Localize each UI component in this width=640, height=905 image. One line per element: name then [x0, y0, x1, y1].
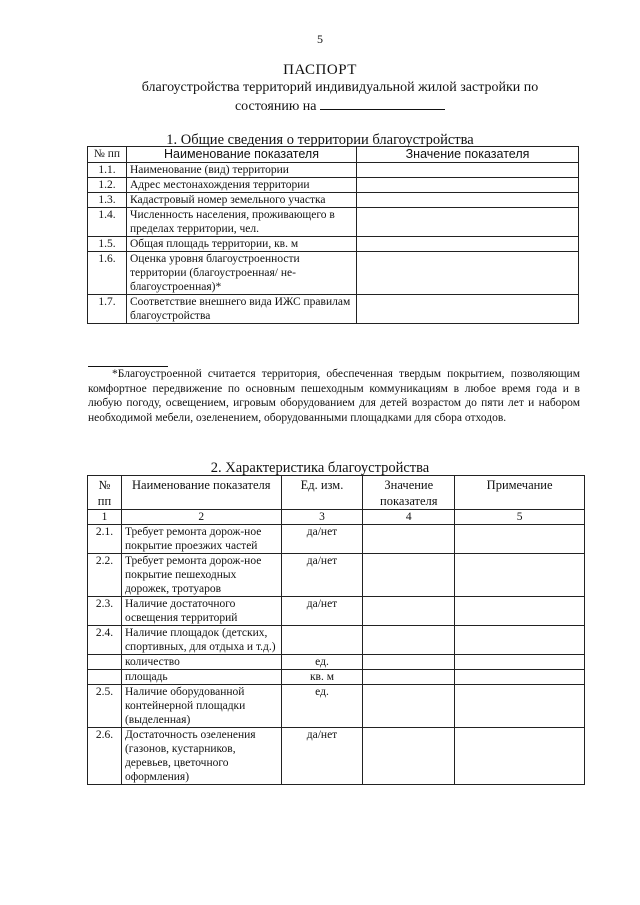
table-row [88, 163, 579, 178]
column-header-name: Наименование показателя [127, 147, 357, 163]
row-num: 2.6. [88, 728, 122, 785]
row-note[interactable] [455, 597, 585, 626]
table-row [88, 626, 585, 655]
column-index: 4 [363, 510, 455, 525]
row-value[interactable] [357, 163, 579, 178]
characteristics-table [87, 475, 585, 785]
row-value[interactable] [357, 208, 579, 237]
table-row [88, 193, 579, 208]
column-header-value: Значение показателя [363, 476, 455, 510]
row-note[interactable] [455, 670, 585, 685]
table-row [88, 525, 585, 554]
row-note[interactable] [455, 728, 585, 785]
row-name: Требует ремонта дорож-ное покрытие проезжих частей [121, 525, 281, 554]
row-num: 2.1. [88, 525, 122, 554]
row-num: 1.3. [88, 193, 127, 208]
table-header-row [88, 147, 579, 163]
row-note[interactable] [455, 626, 585, 655]
column-header-num: № пп [88, 476, 122, 510]
column-index: 5 [455, 510, 585, 525]
row-value[interactable] [357, 295, 579, 324]
row-unit: кв. м [281, 670, 363, 685]
row-name: Оценка уровня благоустроенности территории (благоустроенная/ не-благоустроенная)* [127, 252, 357, 295]
row-name: количество [121, 655, 281, 670]
row-unit: да/нет [281, 525, 363, 554]
row-value[interactable] [363, 554, 455, 597]
table-row [88, 554, 585, 597]
row-num: 2.2. [88, 554, 122, 597]
row-name: Кадастровый номер земельного участка [127, 193, 357, 208]
row-value[interactable] [363, 655, 455, 670]
row-name: Требует ремонта дорож-ное покрытие пешеходных дорожек, тротуаров [121, 554, 281, 597]
table-row [88, 295, 579, 324]
row-num: 1.1. [88, 163, 127, 178]
section2-heading: 2. Характеристика благоустройства [210, 460, 430, 476]
document-subtitle [100, 79, 580, 115]
document-title: ПАСПОРТ [283, 62, 357, 78]
table-row [88, 178, 579, 193]
column-header-note: Примечание [455, 476, 585, 510]
row-name: Адрес местонахождения территории [127, 178, 357, 193]
date-blank-field[interactable] [320, 96, 445, 110]
row-name: площадь [121, 670, 281, 685]
row-note[interactable] [455, 655, 585, 670]
table-row [88, 728, 585, 785]
row-num: 1.7. [88, 295, 127, 324]
row-num [88, 670, 122, 685]
table-row [88, 597, 585, 626]
row-name: Общая площадь территории, кв. м [127, 237, 357, 252]
column-header-value: Значение показателя [357, 147, 579, 163]
table-row [88, 252, 579, 295]
row-num: 1.2. [88, 178, 127, 193]
section1-heading: 1. Общие сведения о территории благоустройства [166, 132, 474, 148]
row-unit: да/нет [281, 554, 363, 597]
column-index: 1 [88, 510, 122, 525]
column-index-row [88, 510, 585, 525]
row-unit: ед. [281, 655, 363, 670]
row-name: Наличие достаточного освещения территорий [121, 597, 281, 626]
table-row [88, 670, 585, 685]
row-value[interactable] [363, 728, 455, 785]
row-num: 2.4. [88, 626, 122, 655]
row-name: Соответствие внешнего вида ИЖС правилам благоустройства [127, 295, 357, 324]
row-note[interactable] [455, 525, 585, 554]
subtitle-line1: благоустройства территорий индивидуальной жилой застройки по [141, 80, 539, 95]
row-name: Наличие оборудованной контейнерной площадки (выделенная) [121, 685, 281, 728]
row-value[interactable] [363, 597, 455, 626]
row-num [88, 655, 122, 670]
column-header-num: № пп [88, 147, 127, 163]
row-num: 1.4. [88, 208, 127, 237]
row-unit: да/нет [281, 728, 363, 785]
table-row [88, 685, 585, 728]
row-num: 2.3. [88, 597, 122, 626]
column-index: 2 [121, 510, 281, 525]
row-note[interactable] [455, 554, 585, 597]
row-name: Наличие площадок (детских, спортивных, для отдыха и т.д.) [121, 626, 281, 655]
page-number: 5 [317, 32, 323, 46]
table-row [88, 655, 585, 670]
column-header-name: Наименование показателя [121, 476, 281, 510]
row-value[interactable] [357, 237, 579, 252]
row-num: 1.5. [88, 237, 127, 252]
row-unit: да/нет [281, 597, 363, 626]
row-value[interactable] [357, 193, 579, 208]
row-name: Достаточность озеленения (газонов, кустарников, деревьев, цветочного оформления) [121, 728, 281, 785]
row-num: 2.5. [88, 685, 122, 728]
row-name: Численность населения, проживающего в пределах территории, чел. [127, 208, 357, 237]
row-note[interactable] [455, 685, 585, 728]
row-value[interactable] [363, 525, 455, 554]
row-value[interactable] [363, 670, 455, 685]
row-value[interactable] [357, 252, 579, 295]
general-info-table [87, 146, 579, 324]
footnote: *Благоустроенной считается территория, обеспеченная твердым покрытием, позволяющим комфортное передвижение по основным пешеходным коммуникациям в любое время года и в любую погоду, освещением, игровым оборудованием для детей возрастом до пяти лет и набором необходимой мебели, озеленением, оборудованными площадками для сбора отходов. [88, 368, 580, 424]
subtitle-line2: состоянию на [234, 99, 317, 114]
row-unit [281, 626, 363, 655]
row-name: Наименование (вид) территории [127, 163, 357, 178]
row-value[interactable] [357, 178, 579, 193]
column-header-unit: Ед. изм. [281, 476, 363, 510]
table-row [88, 237, 579, 252]
row-value[interactable] [363, 626, 455, 655]
row-value[interactable] [363, 685, 455, 728]
row-num: 1.6. [88, 252, 127, 295]
row-unit: ед. [281, 685, 363, 728]
table-row [88, 208, 579, 237]
table-header-row [88, 476, 585, 510]
column-index: 3 [281, 510, 363, 525]
